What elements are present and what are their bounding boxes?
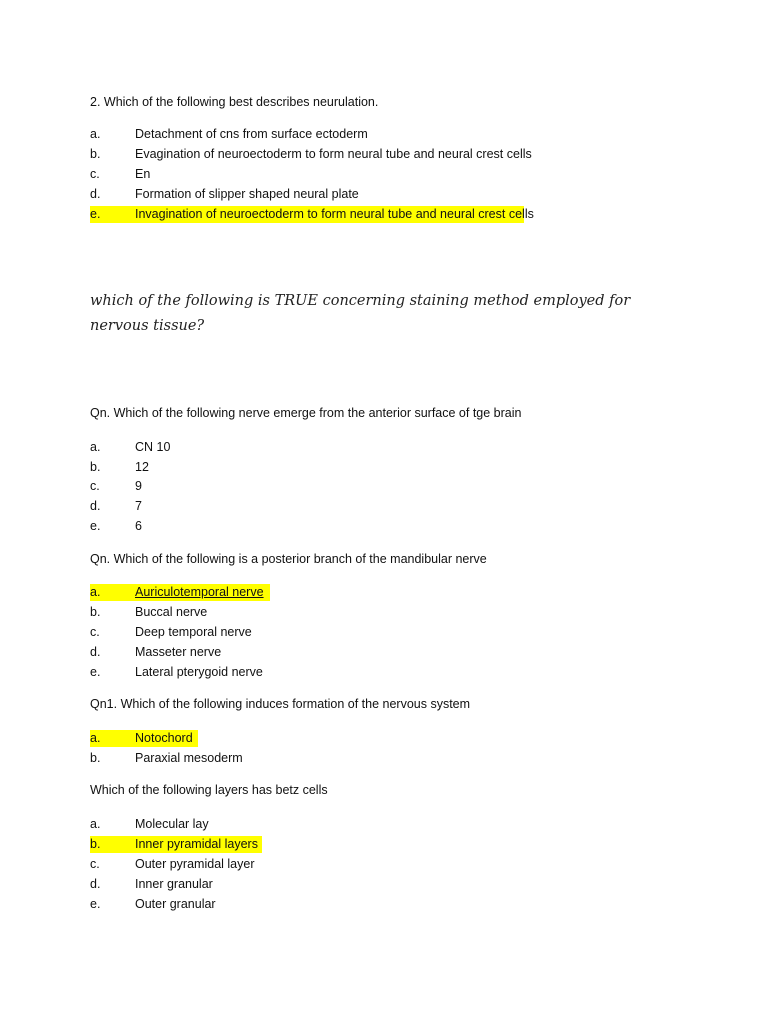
option-text: Masseter nerve (135, 645, 222, 659)
option-text: 9 (135, 479, 142, 493)
option-letter: a. (90, 731, 101, 745)
option-text: CN 10 (135, 440, 171, 454)
question-mandibular-stem: Qn. Which of the following is a posterior branch of the mandibular nerve (90, 552, 487, 566)
option-mandibular-a-highlighted (90, 584, 270, 601)
option-text: Detachment of cns from surface ectoderm (135, 127, 368, 141)
option-text: Evagination of neuroectoderm to form neural tube and neural crest cells (135, 147, 532, 161)
question-induction-stem: Qn1. Which of the following induces formation of the nervous system (90, 697, 471, 711)
question-betz-stem: Which of the following layers has betz cells (90, 783, 328, 797)
option-letter: d. (90, 877, 101, 891)
option-text: 7 (135, 499, 142, 513)
option-letter: a. (90, 127, 101, 141)
option-text: Formation of slipper shaped neural plate (135, 187, 359, 201)
option-text: 6 (135, 519, 142, 533)
option-letter: a. (90, 585, 101, 599)
option-neurulation-e-highlighted (90, 206, 534, 223)
option-text: Auriculotemporal nerve (135, 585, 264, 599)
option-text: Deep temporal nerve (135, 625, 252, 639)
option-letter: e. (90, 665, 101, 679)
option-letter: b. (90, 147, 101, 161)
option-text: Inner pyramidal layers (135, 837, 258, 851)
option-letter: a. (90, 440, 101, 454)
option-letter: c. (90, 625, 100, 639)
option-text: Lateral pterygoid nerve (135, 665, 263, 679)
option-text: Inner granular (135, 877, 213, 891)
option-letter: d. (90, 499, 101, 513)
option-letter: e. (90, 519, 101, 533)
option-letter: d. (90, 645, 101, 659)
option-induction-a-highlighted (90, 730, 198, 747)
question-neurulation-stem: 2. Which of the following best describes neurulation. (90, 95, 379, 109)
option-betz-b-highlighted (90, 836, 262, 853)
option-text: Outer pyramidal layer (135, 857, 255, 871)
option-letter: b. (90, 837, 101, 851)
option-letter: c. (90, 167, 100, 181)
option-text: Notochord (135, 731, 193, 745)
option-letter: e. (90, 207, 101, 221)
option-letter: b. (90, 751, 101, 765)
option-text: Invagination of neuroectoderm to form neural tube and neural crest cells (135, 207, 534, 221)
option-text: Paraxial mesoderm (135, 751, 243, 765)
question-staining-stem: which of the following is TRUE concerning staining method employed for nervous tissue? (90, 293, 631, 334)
option-letter: a. (90, 817, 101, 831)
question-anterior-nerve-stem: Qn. Which of the following nerve emerge from the anterior surface of tge brain (90, 406, 522, 420)
option-letter: c. (90, 479, 100, 493)
option-letter: d. (90, 187, 101, 201)
option-letter: b. (90, 460, 101, 474)
option-letter: c. (90, 857, 100, 871)
option-text: Outer granular (135, 897, 216, 911)
option-letter: b. (90, 605, 101, 619)
option-text: Molecular lay (135, 817, 209, 831)
option-text: 12 (135, 460, 149, 474)
option-letter: e. (90, 897, 101, 911)
option-text: Buccal nerve (135, 605, 208, 619)
option-text: En (135, 167, 151, 181)
